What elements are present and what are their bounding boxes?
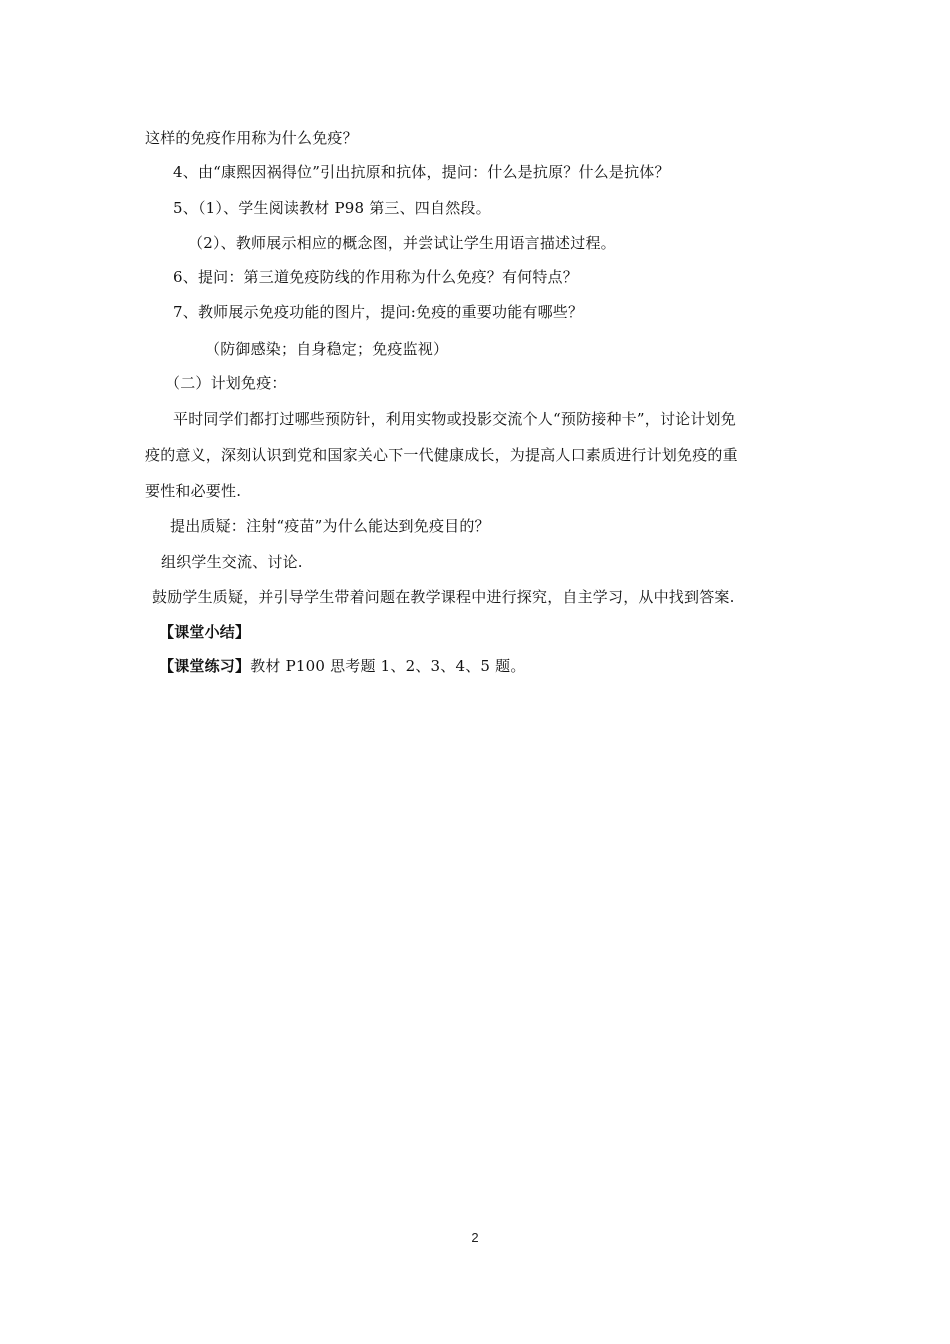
- discussion-line: 组织学生交流、讨论.: [161, 553, 303, 571]
- practice-text: 教材 P100 思考题 1、2、3、4、5 题。: [250, 657, 526, 675]
- text-line-5: 6、提问：第三道免疫防线的作用称为什么免疫？有何特点？: [173, 268, 578, 286]
- summary-heading: 【课堂小结】: [159, 623, 251, 641]
- text-line-4: （2）、教师展示相应的概念图，并尝试让学生用语言描述过程。: [188, 234, 616, 252]
- paragraph-line-3: 要性和必要性.: [145, 482, 242, 500]
- text-line-7: （防御感染；自身稳定；免疫监视）: [205, 340, 449, 358]
- paragraph-line-2: 疫的意义，深刻认识到党和国家关心下一代健康成长，为提高人口素质进行计划免疫的重: [145, 446, 738, 464]
- text-line-2: 4、由“康熙因祸得位”引出抗原和抗体，提问：什么是抗原？什么是抗体？: [173, 163, 670, 181]
- text-line-1: 这样的免疫作用称为什么免疫？: [145, 129, 358, 147]
- section-heading: （二）计划免疫：: [165, 374, 287, 392]
- text-line-6: 7、教师展示免疫功能的图片，提问:免疫的重要功能有哪些？: [173, 303, 584, 321]
- encouragement-line: 鼓励学生质疑，并引导学生带着问题在教学课程中进行探究，自主学习，从中找到答案.: [152, 588, 735, 606]
- paragraph-line-1: 平时同学们都打过哪些预防针，利用实物或投影交流个人“预防接种卡”，讨论计划免: [173, 410, 736, 428]
- page-number: 2: [471, 1230, 479, 1245]
- question-line: 提出质疑：注射“疫苗”为什么能达到免疫目的？: [170, 517, 490, 535]
- text-line-3: 5、（1）、学生阅读教材 P98 第三、四自然段。: [173, 199, 491, 217]
- practice-heading: 【课堂练习】: [159, 657, 251, 675]
- practice-line: [159, 656, 526, 676]
